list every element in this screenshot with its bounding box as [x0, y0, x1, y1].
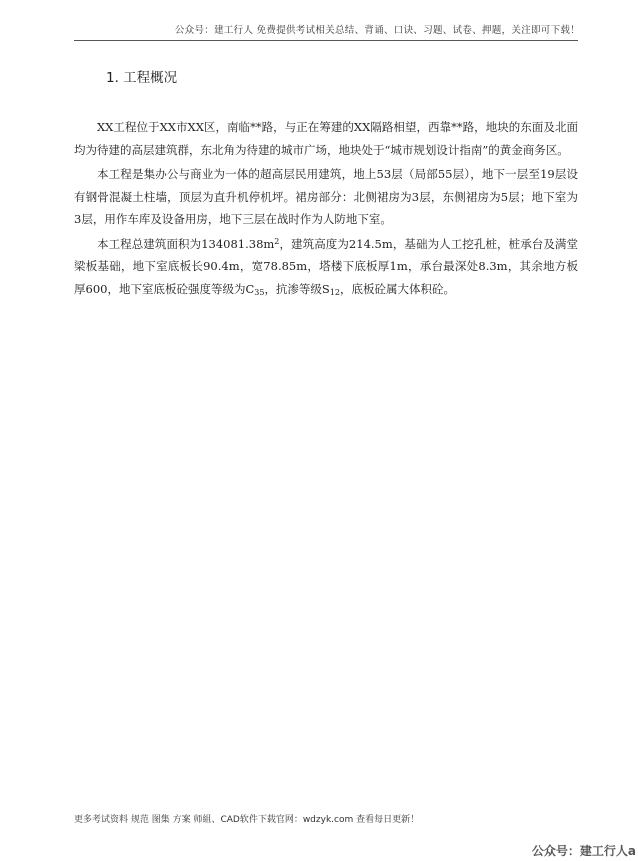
paragraph-foundation-text-4: ，底板砼属大体积砼。: [340, 281, 456, 296]
watermark-text: 公众号：建工行人a: [531, 844, 636, 858]
header-divider: [74, 40, 578, 41]
concrete-grade-subscript: 35: [254, 287, 265, 297]
paragraph-foundation-text-2: ，建筑高度为214.5m，基础为人工挖孔桩，桩承台及满堂梁板基础，地下室底板长90.4m，宽78.85m，塔楼下底板厚1m，承台最深处8.3m，其余地方板厚600，地下室底板砼强度等级为C: [74, 236, 579, 296]
paragraph-foundation-text-1: 本工程总建筑面积为134081.38m: [97, 236, 275, 251]
paragraph-location: XX工程位于XX市XX区，南临**路，与正在筹建的XX隔路相望，西靠**路，地块的东面及北面均为待建的高层建筑群，东北角为待建的城市广场，地块处于“城市规划设计指南”的黄金商务区。: [74, 120, 578, 157]
document-body: [74, 116, 578, 300]
area-unit-superscript: 2: [274, 236, 280, 246]
page-header-text: 公众号：建工行人 免费提供考试相关总结、背诵、口诀、习题、试卷、押题，关注即可下载！: [174, 25, 580, 36]
paragraph-foundation-text-3: ，抗渗等级S: [264, 281, 330, 296]
paragraph-building-overview: 本工程是集办公与商业为一体的超高层民用建筑，地上53层（局部55层），地下一层至19层设有钢骨混凝土柱墙，顶层为直升机停机坪。裙房部分：北侧裙房为3层，东侧裙房为5层；地下室为3层，用作车库及设备用房，地下三层在战时作为人防地下室。: [74, 167, 578, 226]
impermeability-grade-subscript: 12: [329, 287, 341, 297]
paragraph-foundation: [74, 233, 578, 301]
page-footer-text: 更多考试资料 规范 图集 方案 师組、CAD软件下载官网：wdzyk.com 查看每日更新！: [74, 815, 420, 825]
section-heading: 1. 工程概况: [106, 70, 178, 86]
